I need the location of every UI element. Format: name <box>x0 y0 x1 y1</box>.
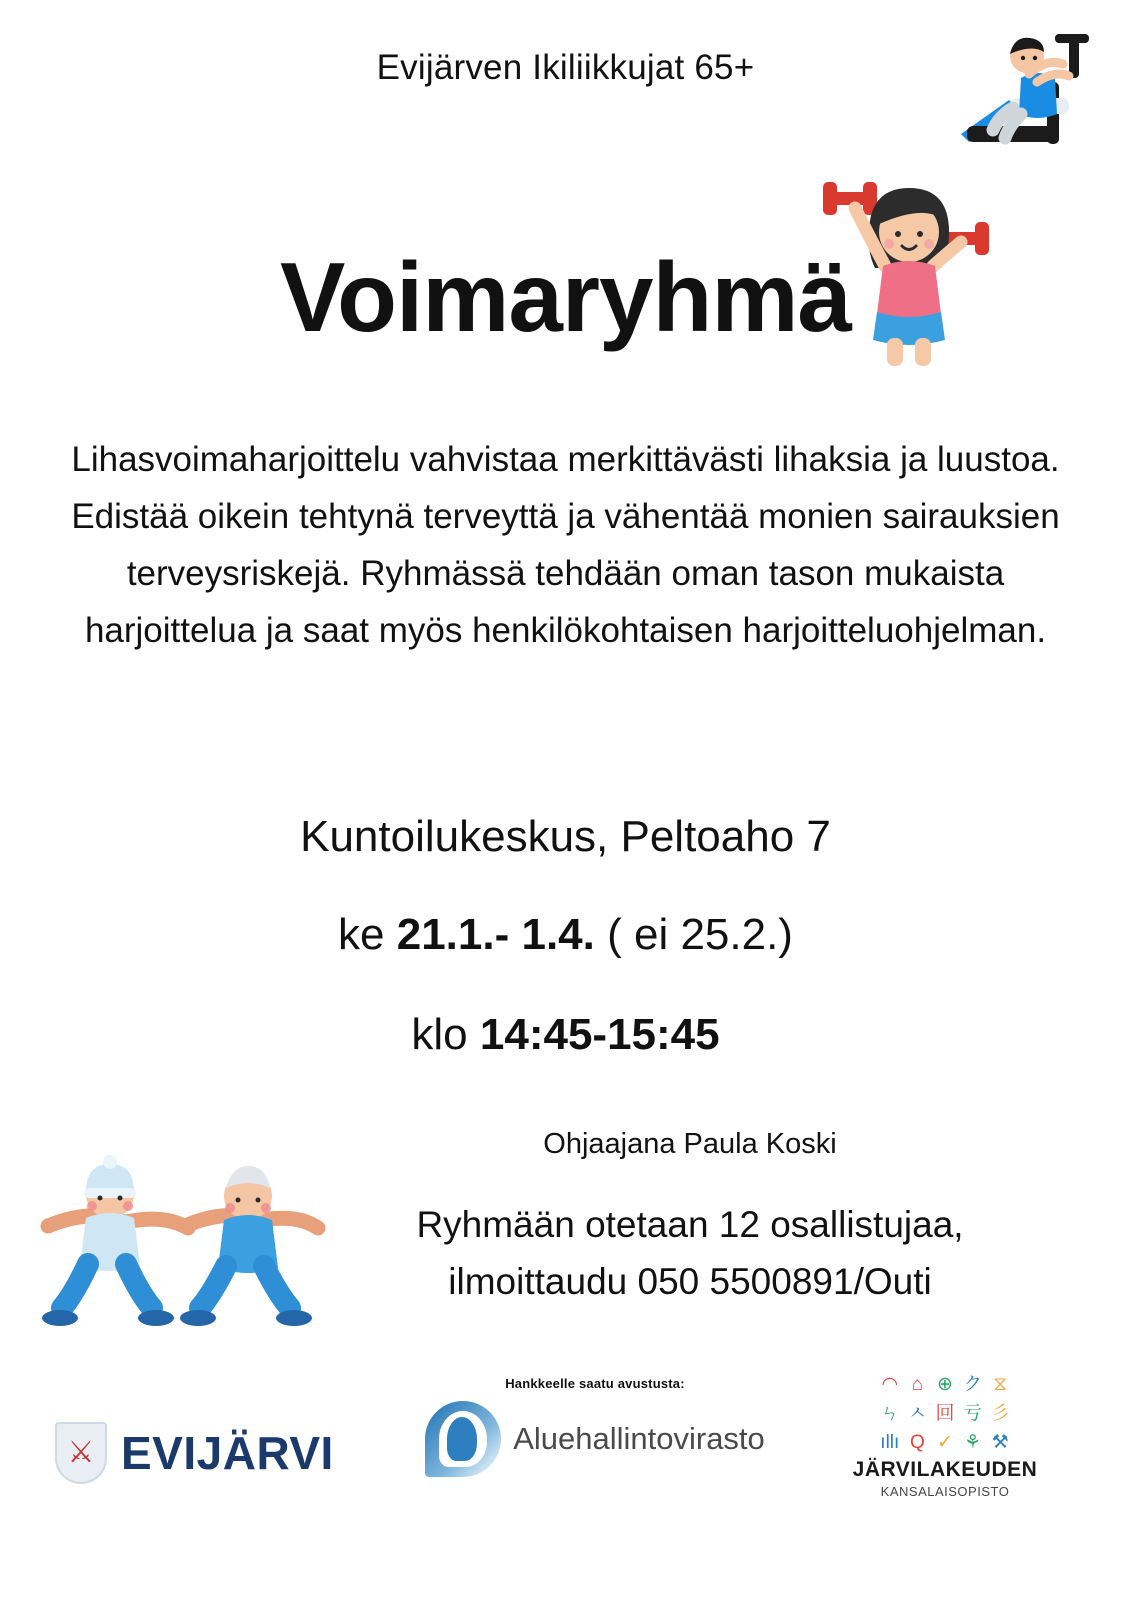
jarvilakeus-name: JÄRVILAKEUDEN <box>852 1458 1038 1481</box>
evijarvi-wordmark: EVIJÄRVI <box>121 1427 334 1479</box>
stretching-seniors-illustration <box>30 1130 360 1350</box>
jarvilakeus-glyph-icon: ⧖ <box>993 1374 1007 1395</box>
bench-press-man-illustration <box>951 8 1111 168</box>
avi-wordmark: Aluehallintovirasto <box>513 1421 765 1456</box>
jarvilakeus-subtitle: KANSALAISOPISTO <box>880 1484 1010 1499</box>
signup-text: Ryhmään otetaan 12 osallistujaa, ilmoittaudu 050 5500891/Outi <box>416 1204 964 1303</box>
time-prefix: klo <box>411 1010 480 1059</box>
jarvilakeus-glyph-icon: 回 <box>935 1403 955 1424</box>
dates-suffix: ( ei 25.2.) <box>594 910 793 959</box>
jarvilakeus-glyph-icon: ıllı <box>880 1432 900 1453</box>
organization-kicker: Evijärven Ikiliikkujat 65+ <box>376 48 755 87</box>
jarvilakeus-glyph-icon: ク <box>963 1374 983 1395</box>
time-text <box>0 1010 1131 1060</box>
jarvilakeus-glyph-icon: 亏 <box>963 1403 983 1424</box>
time-value: 14:45-15:45 <box>479 1010 720 1059</box>
venue-text: Kuntoilukeskus, Peltoaho 7 <box>300 812 831 861</box>
logo-aluehallintovirasto <box>400 1376 790 1477</box>
instructor-text: Ohjaajana Paula Koski <box>543 1128 837 1160</box>
footer-logos <box>0 1370 1131 1560</box>
jarvilakeus-glyph-icon: ◠ <box>881 1374 899 1395</box>
grant-note: Hankkeelle saatu avustusta: <box>505 1376 685 1391</box>
jarvilakeus-glyph-icon: ㅅ <box>908 1403 927 1424</box>
dumbbell-woman-illustration <box>821 170 996 370</box>
jarvilakeus-glyph-grid <box>878 1372 1013 1452</box>
jarvilakeus-glyph-icon: 彡 <box>990 1403 1010 1424</box>
logo-evijarvi <box>55 1422 334 1484</box>
jarvilakeus-glyph-icon: ㄣ <box>880 1403 900 1424</box>
dates-prefix: ke <box>338 910 397 959</box>
dates-text <box>0 910 1131 960</box>
jarvilakeus-glyph-icon: ⚒ <box>991 1432 1009 1453</box>
jarvilakeus-glyph-icon: ⚘ <box>964 1432 982 1453</box>
logo-jarvilakeuden-kansalaisopisto <box>845 1372 1045 1499</box>
jarvilakeus-glyph-icon: ⊕ <box>937 1374 953 1395</box>
jarvilakeus-glyph-icon: Q <box>910 1432 925 1453</box>
heraldic-shield-icon: ⚔ <box>55 1422 107 1484</box>
avi-swoosh-logo-icon <box>425 1401 501 1477</box>
page-title: Voimaryhmä <box>280 241 851 352</box>
dates-range: 21.1.- 1.4. <box>396 910 595 959</box>
jarvilakeus-glyph-icon: ✓ <box>937 1432 953 1453</box>
jarvilakeus-glyph-icon: ⌂ <box>911 1374 924 1395</box>
description-text: Lihasvoimaharjoittelu vahvistaa merkittävästi lihaksia ja luustoa. Edistää oikein tehtynä terveyttä ja vähentää monien sairauksien terveysriskejä. Ryhmässä tehdään oman tason mukaista harjoittelua ja saat myös henkilökohtaisen harjoitteluohjelman. <box>71 440 1060 651</box>
